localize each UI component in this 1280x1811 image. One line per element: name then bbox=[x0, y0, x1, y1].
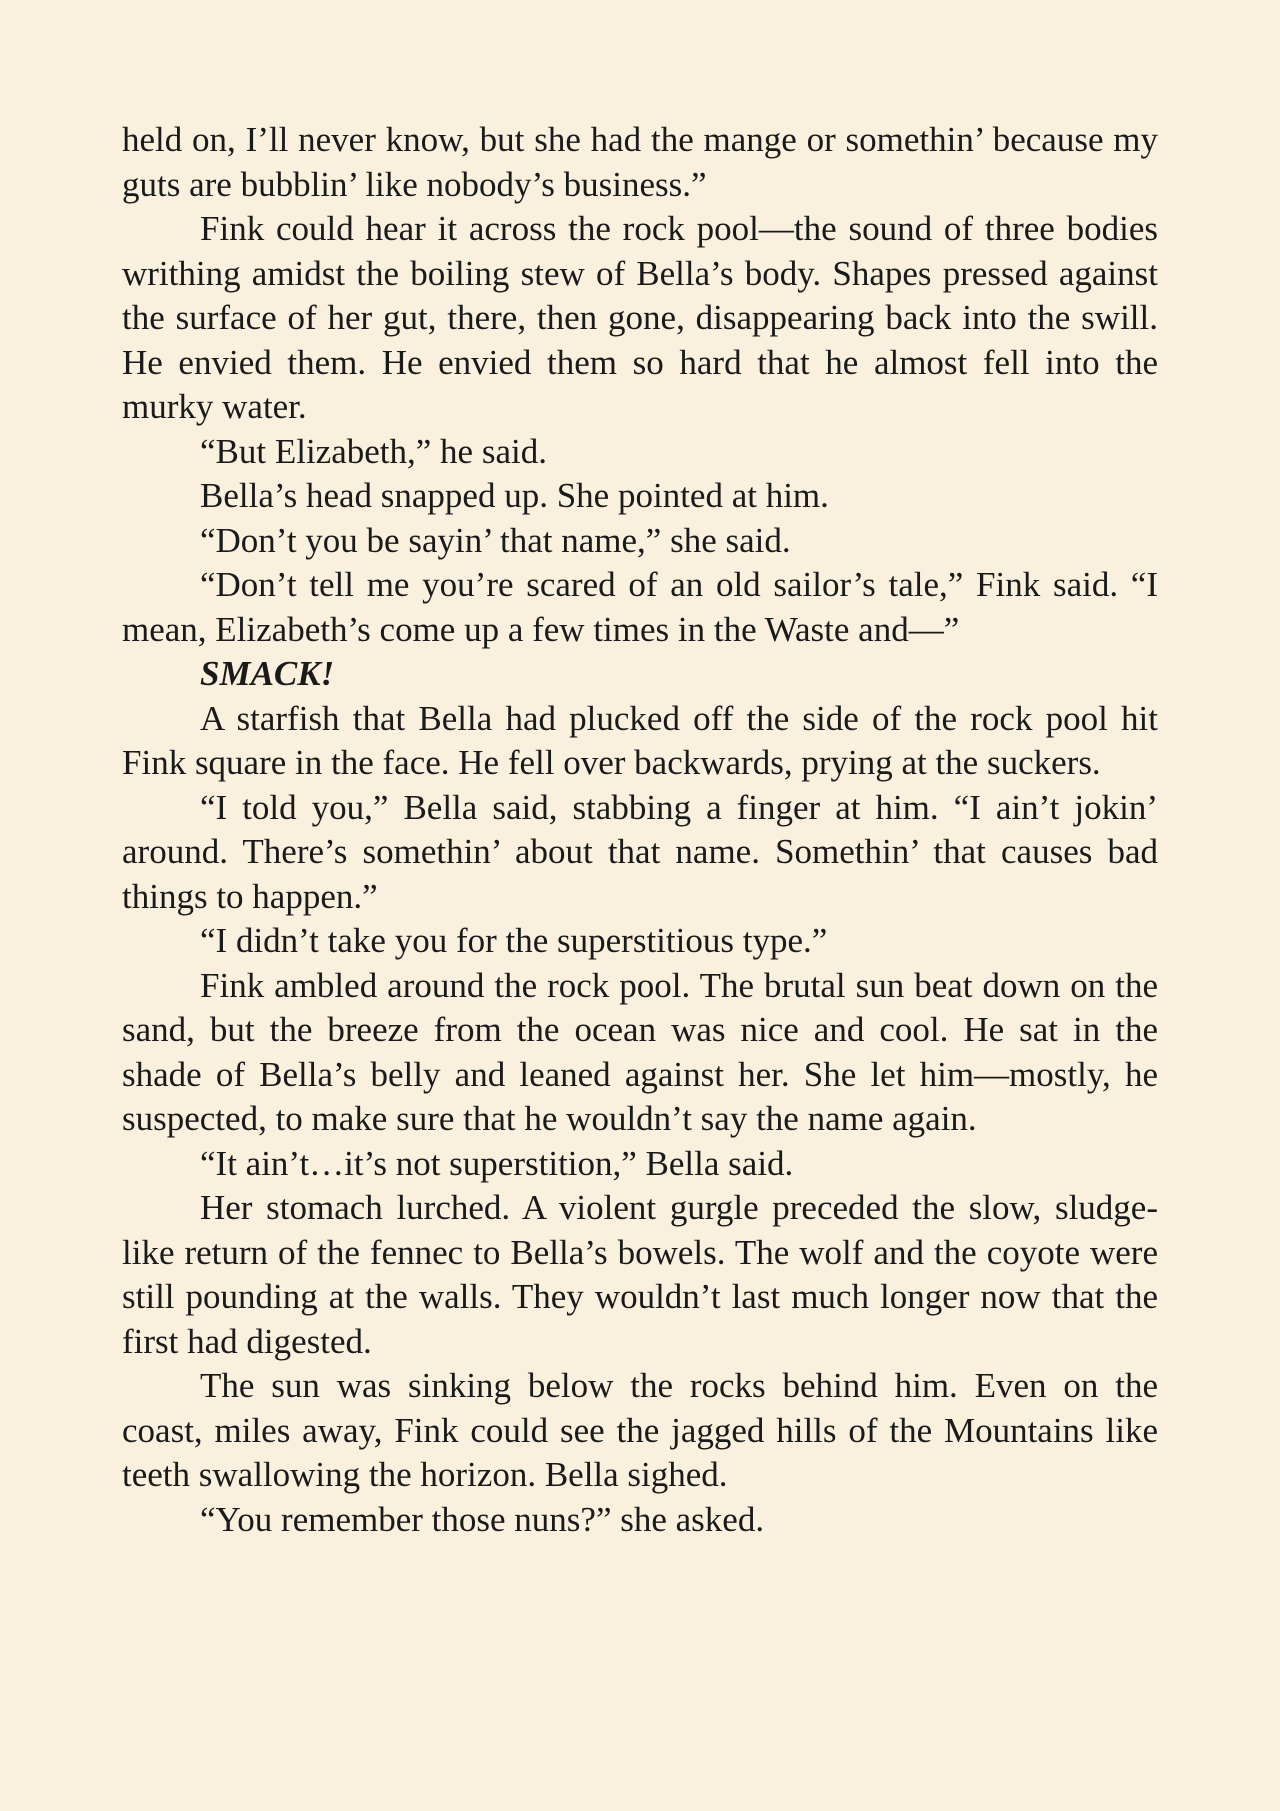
sound-effect-paragraph: SMACK! bbox=[200, 654, 335, 693]
paragraph: “But Elizabeth,” he said. bbox=[200, 431, 547, 471]
paragraph: “It ain’t…it’s not superstition,” Bella said. bbox=[200, 1143, 794, 1183]
paragraph: Her stomach lurched. A violent gurgle preceded the slow, sludge-like return of the fennec to Bella’s bowels. The wolf and the coyote were still pounding at the walls. They wouldn’t last much longer now that the first had digested. bbox=[122, 1188, 1158, 1361]
paragraph: Bella’s head snapped up. She pointed at him. bbox=[200, 476, 829, 515]
paragraph: “Don’t you be sayin’ that name,” she said. bbox=[200, 520, 791, 560]
body-text bbox=[122, 118, 1158, 1542]
paragraph: Fink could hear it across the rock pool—the sound of three bodies writhing amidst the boiling stew of Bella’s body. Shapes pressed against the surface of her gut, there, then gone, disappearing back into the swill. He envied them. He envied them so hard that he almost fell into the murky water. bbox=[122, 209, 1158, 426]
paragraph: “You remember those nuns?” she asked. bbox=[200, 1499, 765, 1539]
paragraph: The sun was sinking below the rocks behind him. Even on the coast, miles away, Fink could see the jagged hills of the Mountains like teeth swallowing the horizon. Bella sighed. bbox=[122, 1366, 1158, 1494]
paragraph: Fink ambled around the rock pool. The brutal sun beat down on the sand, but the breeze from the ocean was nice and cool. He sat in the shade of Bella’s belly and leaned against her. She let him—mostly, he suspected, to make sure that he wouldn’t say the name again. bbox=[122, 965, 1158, 1138]
paragraph: A starfish that Bella had plucked off the side of the rock pool hit Fink square in the face. He fell over backwards, prying at the suckers. bbox=[122, 698, 1158, 782]
paragraph-continuation: held on, I’ll never know, but she had the mange or somethin’ because my guts are bubblin’ like nobody’s business.” bbox=[122, 120, 1158, 204]
paragraph: “I didn’t take you for the superstitious type.” bbox=[200, 921, 828, 960]
paragraph: “I told you,” Bella said, stabbing a finger at him. “I ain’t jokin’ around. There’s somethin’ about that name. Somethin’ that causes bad things to happen.” bbox=[122, 787, 1158, 916]
paragraph: “Don’t tell me you’re scared of an old sailor’s tale,” Fink said. “I mean, Elizabeth’s come up a few times in the Waste and—” bbox=[122, 565, 1158, 649]
